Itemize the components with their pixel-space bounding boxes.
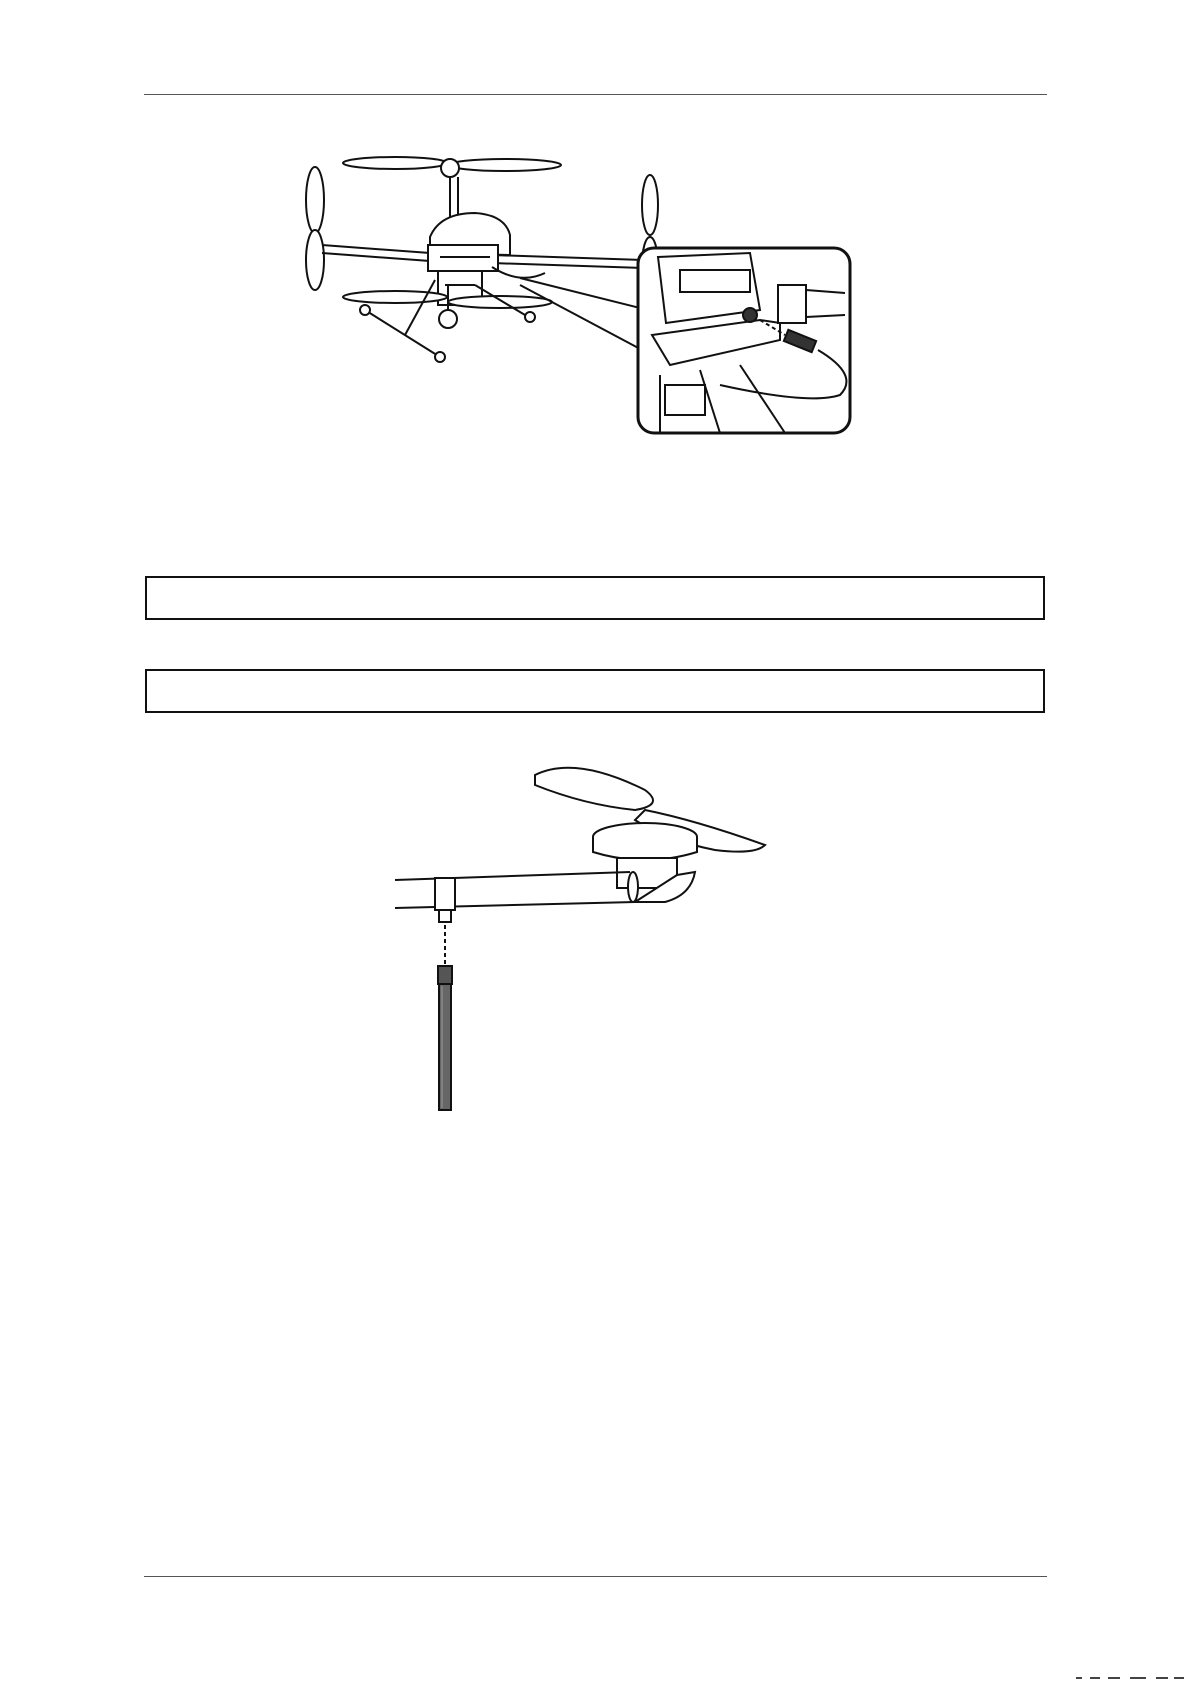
quadcopter-illustration	[280, 145, 900, 445]
footer-rule	[144, 1576, 1047, 1577]
arm-leg-illustration	[395, 760, 775, 1120]
scan-artifact-icon	[1076, 1675, 1186, 1681]
notice-box-1	[145, 576, 1045, 620]
notice-box-2	[145, 669, 1045, 713]
quadcopter-icon	[280, 145, 900, 445]
arm-assembly-icon	[395, 760, 775, 1120]
header-rule	[144, 94, 1047, 95]
